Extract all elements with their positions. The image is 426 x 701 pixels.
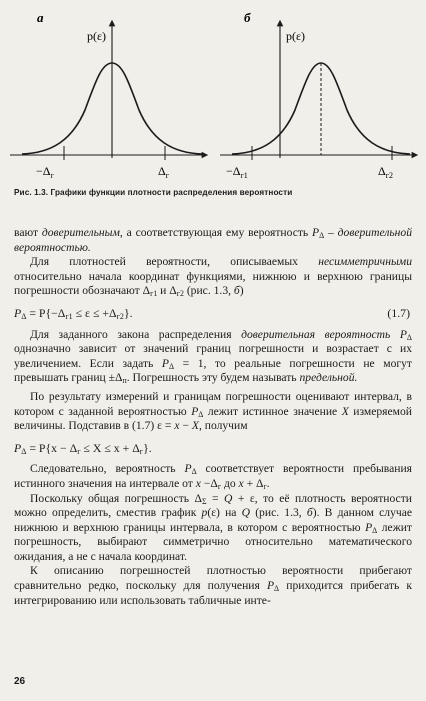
panel-a-right-bound-label: $\Delta_г$	[158, 164, 169, 180]
panel-a-y-label: p(ε)	[87, 29, 107, 43]
paragraph: Поскольку общая погрешность $\Delta_\Sigma = Q + \varepsilon$, то её плотность вероятности можно определить, сместив график p(ε) на Q (рис. 1.3, б). В данном случае нижнюю и верхнюю границы интервала, в котором с вероятностью $P_\Delta$ лежит погрешность, выбирают симметрично относительно математического ожидания, а не с начала координат.	[14, 491, 412, 563]
formula-body: $P_\Delta = P\{x - \Delta_г \le X \le x + \Delta_г\}$.	[14, 440, 152, 456]
paragraph: Следовательно, вероятность $P_\Delta$ соответствует вероятности пребывания истинного значения на интервале от $x -\Delta_г$ до $x + \Delta_г$.	[14, 462, 412, 491]
panel-b-y-label: p(ε)	[286, 29, 306, 43]
panel-b-letter: б	[244, 10, 251, 25]
paragraph: вают доверительным, а соответствующая ему вероятность $P_\Delta$ – доверительной вероятностью.	[14, 226, 412, 254]
paragraph: Для плотностей вероятности, описываемых несимметричными относительно начала координат функциями, нижнюю и верхнюю границы погрешности обозначают $\Delta_{г1}$ и $\Delta_{г2}$ (рис. 1.3, б)	[14, 255, 412, 299]
formula-number: (1.7)	[387, 305, 410, 320]
panel-a-left-bound-label: $-\Delta_г$	[36, 164, 54, 180]
figure-1-3	[0, 0, 426, 200]
formula-body: $P_\Delta = P\{-\Delta_{г1} \le \varepsilon \le +\Delta_{г2}\}$.	[14, 305, 133, 321]
paragraph: По результату измерений и границам погрешности оценивают интервал, в котором с заданной вероятностью $P_\Delta$ лежит истинное значение X измеряемой величины. Подставив в (1.7) ε = x − X, получим	[14, 389, 412, 433]
figure-caption: Рис. 1.3. Графики функции плотности распределения вероятности	[14, 188, 293, 197]
panel-b-right-bound-label: $\Delta_{г2}$	[378, 164, 393, 180]
panel-a-letter: а	[37, 10, 44, 25]
body-text	[14, 226, 412, 608]
formula-1-7	[14, 306, 412, 321]
panel-b	[220, 10, 416, 180]
page-number: 26	[14, 676, 26, 687]
panel-b-left-bound-label: $-\Delta_{г1}$	[226, 164, 248, 180]
paragraph: К описанию погрешностей плотностью вероятности прибегают сравнительно редко, поскольку для получения $P_\Delta$ приходится прибегать к интегрированию или использовать табличные инте-	[14, 564, 412, 607]
paragraph: Для заданного закона распределения доверительная вероятность $P_\Delta$ однозначно зависит от значений границ погрешности и возрастает с их увеличением. Если задать $P_\Delta = 1$, то реальные погрешности не могут превышать границ $\pm\Delta_п$. Погрешность эту будем называть предельной.	[14, 327, 412, 386]
formula-interval	[14, 441, 412, 456]
panel-a	[10, 10, 206, 180]
